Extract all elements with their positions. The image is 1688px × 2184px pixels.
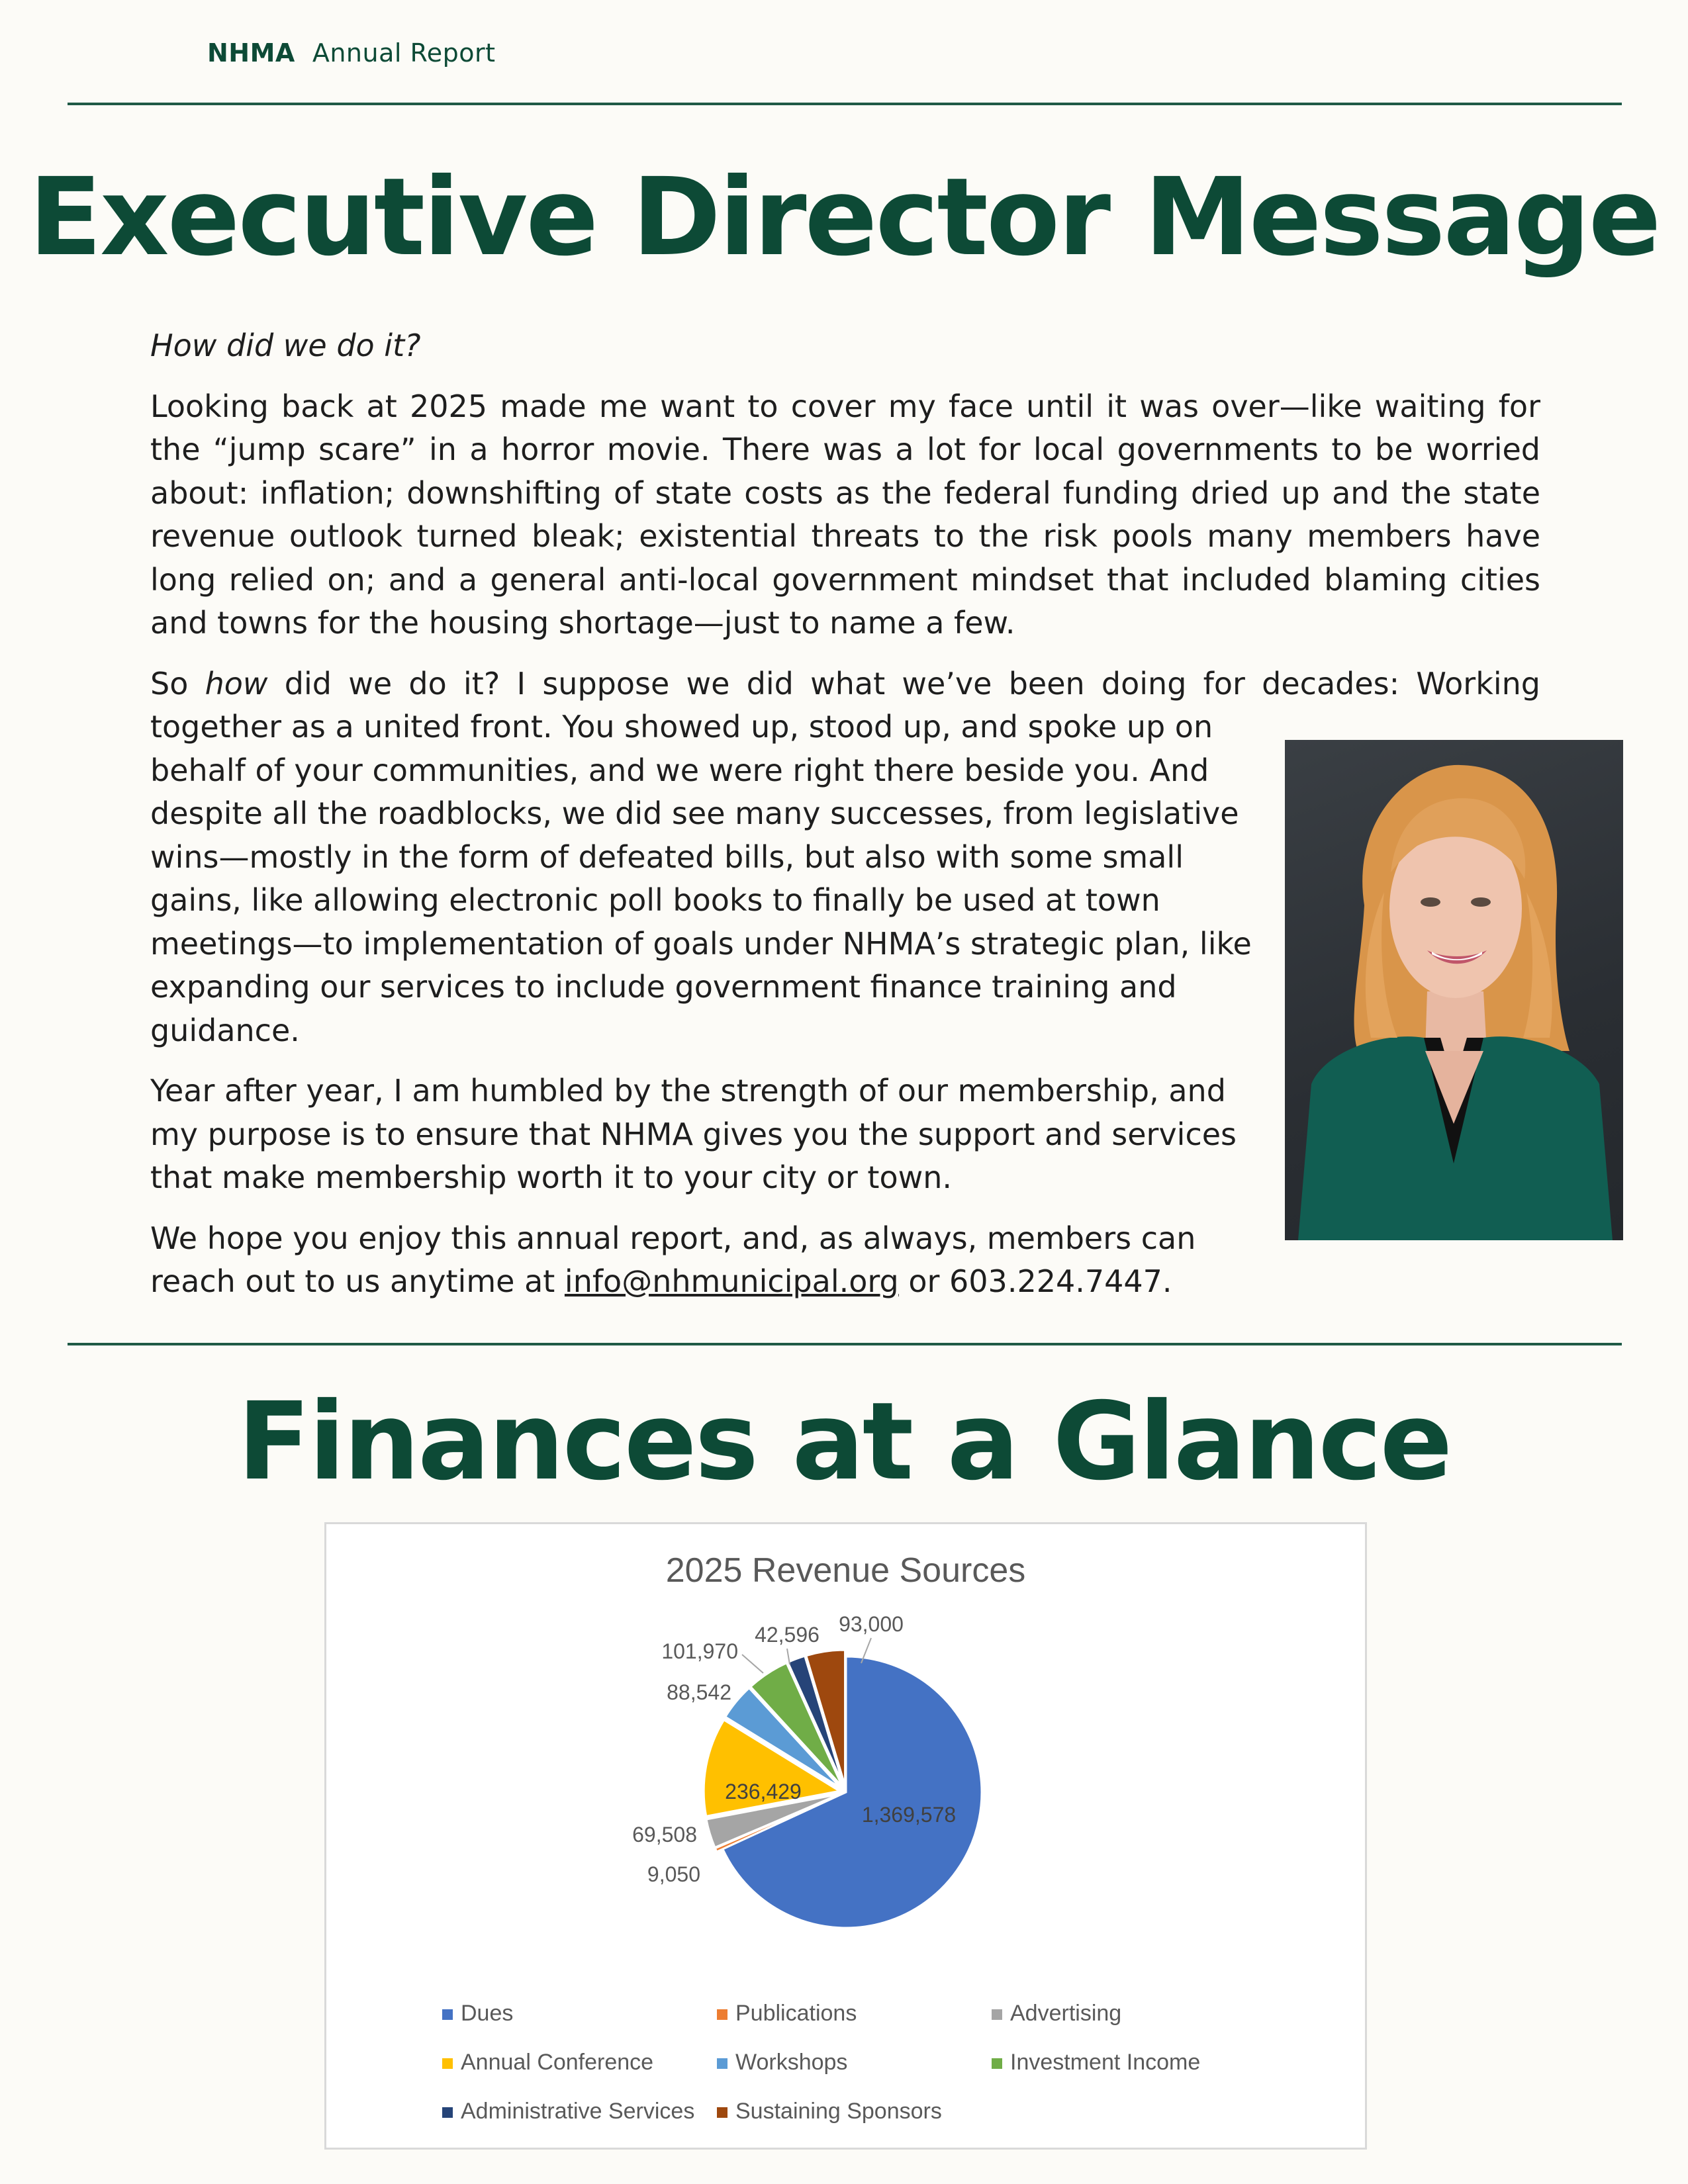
legend-item-annual-conference: [442, 2050, 653, 2075]
legend-item-advertising: [992, 2001, 1121, 2026]
data-label-investment-income: 101,970: [661, 1639, 738, 1663]
legend-item-investment-income: [992, 2050, 1200, 2075]
legend-swatch: [992, 2009, 1002, 2020]
legend-item-workshops: [717, 2050, 847, 2075]
legend-swatch: [992, 2058, 1002, 2069]
legend-swatch: [717, 2107, 727, 2118]
opening-question: How did we do it?: [150, 328, 421, 363]
data-label-dues: 1,369,578: [861, 1803, 957, 1827]
paragraph-3: Year after year, I am humbled by the strength of our membership, and my purpose is to ensure that NHMA gives you the support and services that make membership worth it to your city or town.: [150, 1073, 1237, 1195]
legend-label: Dues: [461, 2001, 514, 2026]
legend-item-administrative-services: [442, 2099, 694, 2124]
legend-item-dues: [442, 2001, 513, 2026]
legend-label: Sustaining Sponsors: [735, 2099, 942, 2124]
director-portrait: [1285, 740, 1623, 1240]
section-title-executive-message: Executive Director Message: [28, 156, 1660, 280]
legend-label: Advertising: [1010, 2001, 1122, 2026]
legend-swatch: [442, 2107, 453, 2118]
chart-title: 2025 Revenue Sources: [665, 1551, 1026, 1590]
data-label-administrative-services: 42,596: [755, 1623, 820, 1647]
legend-item-sustaining-sponsors: [717, 2099, 942, 2124]
legend-swatch: [442, 2058, 453, 2069]
email-link[interactable]: info@nhmunicipal.org: [564, 1263, 899, 1299]
legend-label: Workshops: [735, 2050, 848, 2075]
legend-label: Investment Income: [1010, 2050, 1201, 2075]
paragraph-2: So how did we do it? I suppose we did what we’ve been doing for decades: Working together as a united front. You showed up, stood up, and spoke up on behalf of your communities, and we were right there beside you. And despite all the roadblocks, we did see many successes, from legislative wins—mostly in the form of defeated bills, but also with some small gains, like allowing electronic poll books to finally be used at town meetings—to implementation of goals under NHMA’s strategic plan, like expanding our services to include government finance training and guidance.: [150, 665, 1540, 1048]
header-subtitle: Annual Report: [312, 38, 496, 68]
data-label-publications: 9,050: [647, 1862, 700, 1886]
paragraph-1: Looking back at 2025 made me want to cover my face until it was over—like waiting for the “jump scare” in a horror movie. There was a lot for local governments to be worried about: inflation; downshifting of state costs as the federal funding dried up and the state revenue outlook turned bleak; existential threats to the risk pools many members have long relied on; and a general anti-local government mindset that included blaming cities and towns for the housing shortage—just to name a few.: [150, 388, 1540, 641]
revenue-pie-chart: [324, 1522, 1367, 2150]
header-brand: NHMA: [207, 38, 295, 68]
page-header: [207, 38, 495, 68]
section-title-finances: Finances at a Glance: [237, 1380, 1451, 1504]
middle-divider: [68, 1343, 1622, 1345]
legend-swatch: [442, 2009, 453, 2020]
legend-label: Publications: [735, 2001, 857, 2026]
legend-swatch: [717, 2009, 727, 2020]
legend-swatch: [717, 2058, 727, 2069]
legend-label: Administrative Services: [461, 2099, 695, 2124]
data-label-advertising: 69,508: [632, 1823, 697, 1846]
paragraph-4: We hope you enjoy this annual report, and, as always, members can reach out to us anytime at info@nhmunicipal.org or 603.224.7447.: [150, 1220, 1196, 1299]
data-label-sustaining-sponsors: 93,000: [839, 1612, 904, 1636]
top-divider: [68, 103, 1622, 105]
data-label-workshops: 88,542: [667, 1680, 731, 1704]
leader-line: [742, 1655, 763, 1673]
data-label-annual-conference: 236,429: [725, 1780, 802, 1803]
legend-label: Annual Conference: [461, 2050, 654, 2075]
legend-item-publications: [717, 2001, 857, 2026]
